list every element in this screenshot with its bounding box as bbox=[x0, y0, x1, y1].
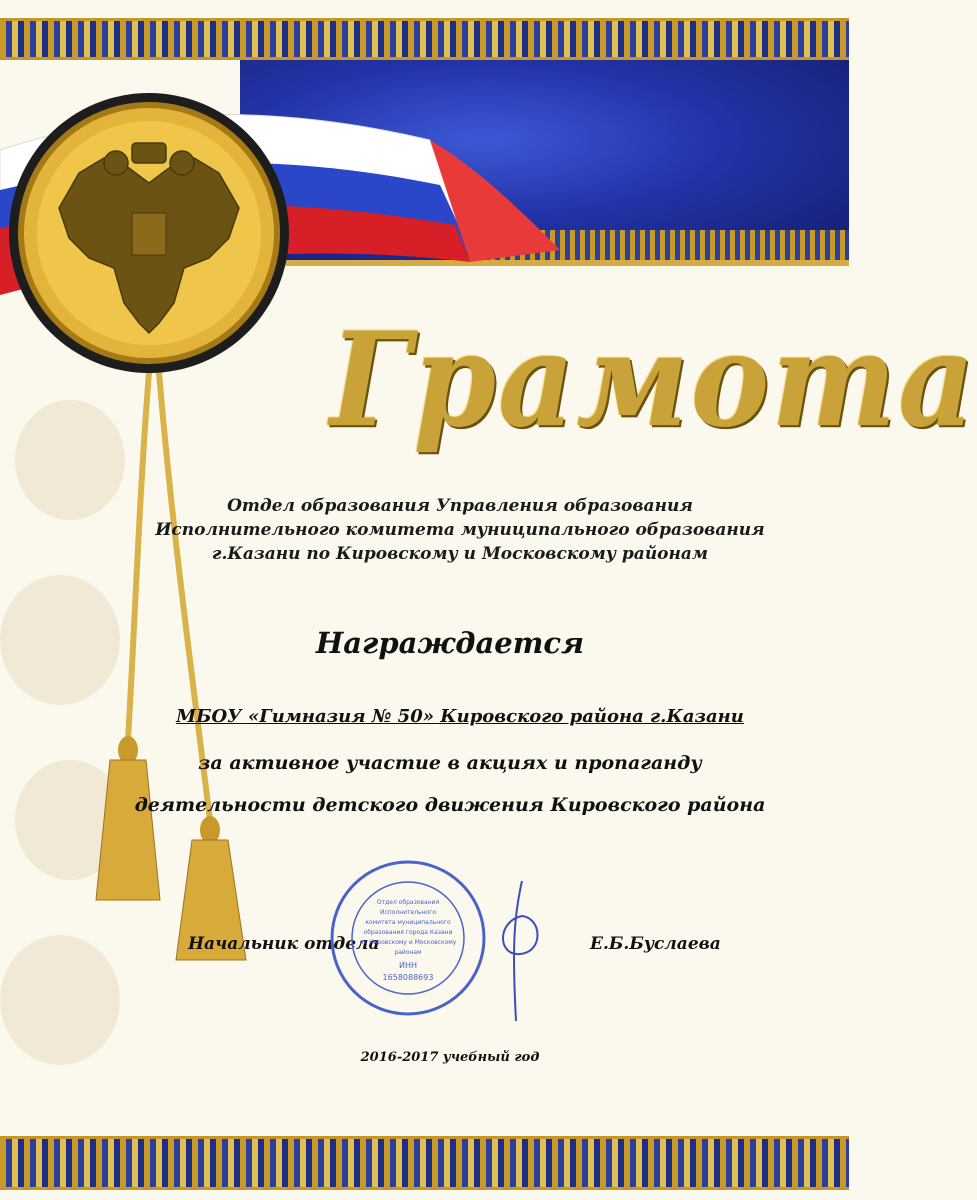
academic-year: 2016-2017 учебный год bbox=[360, 1050, 540, 1065]
recipient-line bbox=[150, 706, 770, 727]
stamp-text-1: Отдел образования bbox=[376, 899, 440, 906]
recipient-name: МБОУ «Гимназия № 50» Кировского района г.Казани bbox=[176, 706, 744, 727]
stamp-text-6: районам bbox=[394, 949, 422, 956]
official-stamp-icon bbox=[328, 858, 488, 1018]
organization-line-1: Отдел образования Управления образования bbox=[227, 496, 693, 516]
handwritten-signature-icon bbox=[492, 876, 552, 1026]
organization-line-2: Исполнительного комитета муниципального образования bbox=[155, 520, 765, 540]
stamp-text-3: комитета муниципального bbox=[365, 919, 451, 926]
awarded-label: Награждается bbox=[315, 626, 585, 660]
double-headed-eagle-emblem-icon bbox=[4, 88, 294, 378]
stamp-inn-label: ИНН bbox=[398, 961, 418, 970]
reason-line-1: за активное участие в акциях и пропаганду bbox=[198, 752, 702, 774]
signatory-title: Начальник отдела bbox=[188, 934, 380, 954]
reason-line-2: деятельности детского движения Кировского района bbox=[134, 794, 766, 816]
stamp-text-4: образования города Казани bbox=[363, 929, 453, 936]
signatory-name: Е.Б.Буслаева bbox=[590, 934, 721, 954]
stamp-text-2: Исполнительного bbox=[379, 909, 437, 916]
bottom-ornamental-border bbox=[0, 1136, 849, 1190]
stamp-text-5: по Кировскому и Московскому bbox=[359, 939, 457, 946]
issuing-organization bbox=[150, 494, 770, 566]
organization-line-3: г.Казани по Кировскому и Московскому районам bbox=[211, 544, 709, 564]
stamp-inn-number: 1658088693 bbox=[382, 973, 434, 982]
certificate-title: Грамота bbox=[330, 303, 977, 456]
gold-tassel-icon bbox=[80, 360, 260, 960]
